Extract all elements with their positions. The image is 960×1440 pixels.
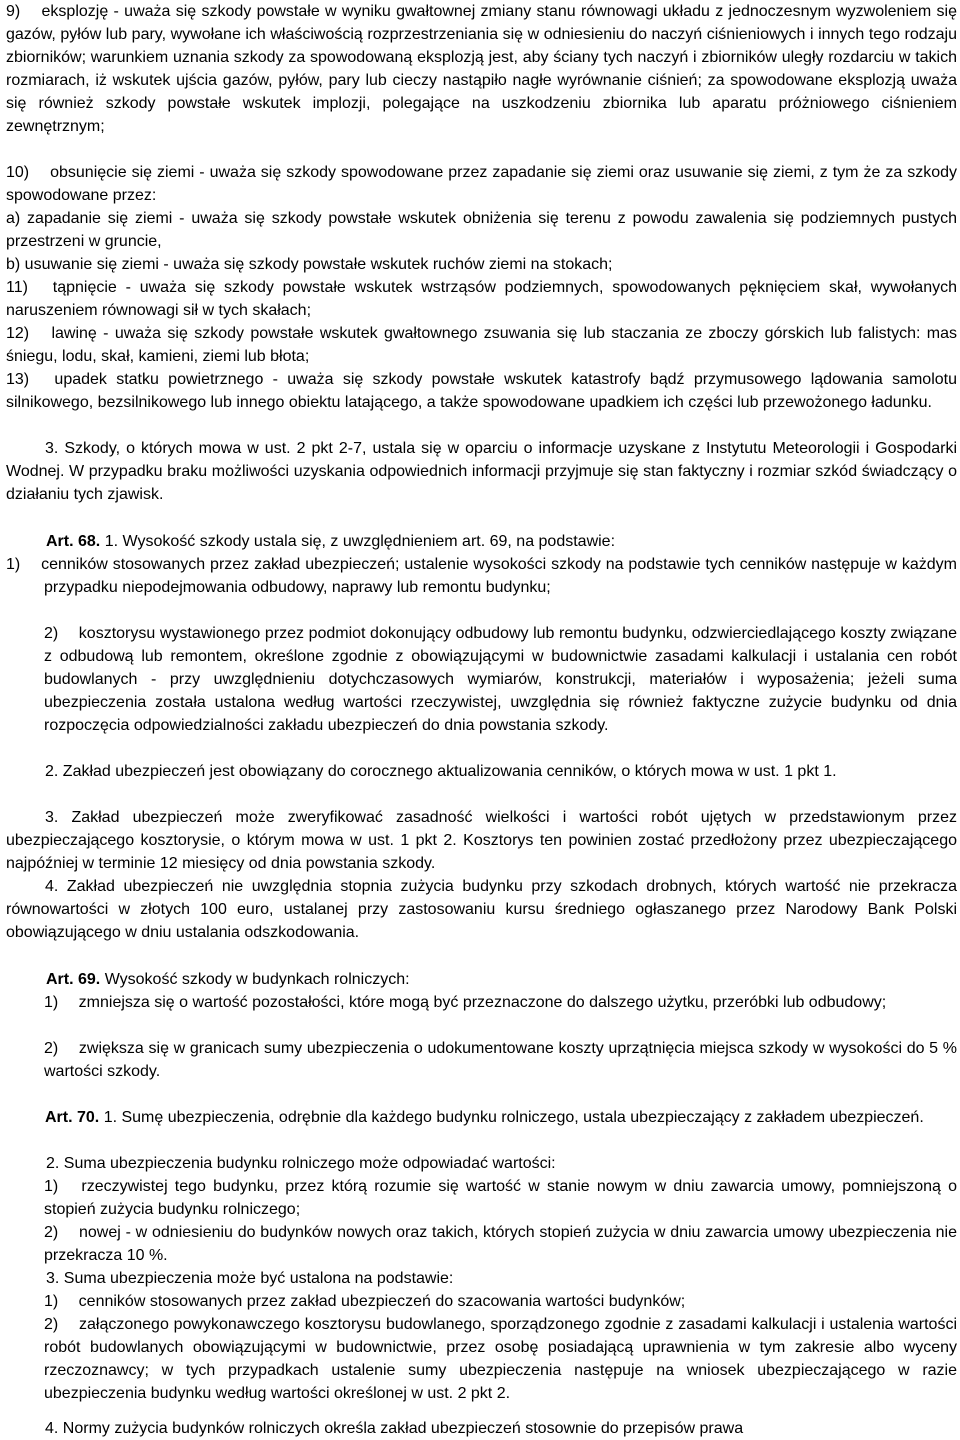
article-70-ust-3-point-2: 2) załączonego powykonawczego kosztorysu budowlanego, sporządzonego zgodnie z zasadami kalkulacji i ustalenia wartości robót budowlanych obowiązującymi w budownictwie, przez osobę posiadającą uprawnienia w tym zakresie albo wyceny rzeczoznawcy; w tych przypadkach ustalenie sumy ubezpieczenia następuje na wniosek ubezpieczającego w razie ubezpieczenia budynku według wartości określonej w ust. 2 pkt 2. [44, 1316, 957, 1402]
article-70-ust-4: 4. Normy zużycia budynków rolniczych określa zakład ubezpieczeń stosownie do przepisów prawa [45, 1420, 744, 1437]
article-70-heading [6, 1106, 957, 1129]
article-70-label: Art. 70. [45, 1109, 100, 1126]
article-70-ust-2-point-1: 1) rzeczywistej tego budynku, przez którą rozumie się wartość w stanie nowym w dniu zawarcia umowy, pomniejszoną o stopień zużycia budynku rolniczego; [44, 1178, 957, 1218]
article-68-ust-2: 2. Zakład ubezpieczeń jest obowiązany do corocznego aktualizowania cenników, o których mowa w ust. 1 pkt 1. [45, 763, 837, 780]
article-69-point-1: 1) zmniejsza się o wartość pozostałości, które mogą być przeznaczone do dalszego użytku, przeróbki lub odbudowy; [44, 994, 887, 1011]
article-69-heading [46, 968, 957, 991]
article-69-label: Art. 69. [46, 971, 101, 988]
point-10-landslide: 10) obsunięcie się ziemi - uważa się szkody spowodowane przez zapadanie się ziemi oraz usuwanie się ziemi, z tym że za szkody spowodowane przez: [6, 164, 957, 204]
point-10b-land-movement: b) usuwanie się ziemi - uważa się szkody powstałe wskutek ruchów ziemi na stokach; [6, 256, 613, 273]
article-70-ust-3: 3. Suma ubezpieczenia może być ustalona na podstawie: [46, 1270, 454, 1287]
article-68-point-2: 2) kosztorysu wystawionego przez podmiot dokonujący odbudowy lub remontu budynku, odzwierciedlającego koszty związane z odbudową lub remontem, określone zgodnie z obowiązującymi w budownictwie zasadami kalkulacji i ustalania cen robót budowlanych - przy uwzględnieniu dotychczasowych wymiarów, konstrukcji, materiałów i wyposażenia; jeżeli suma ubezpieczenia została ustalona według wartości rzeczywistej, uwzględnia się również faktyczne zużycie budynku od dnia rozpoczęcia odpowiedzialności zakładu ubezpieczeń do dnia powstania szkody. [44, 625, 957, 734]
article-70-ust-3-point-1: 1) cenników stosowanych przez zakład ubezpieczeń do szacowania wartości budynków; [44, 1293, 686, 1310]
point-9-explosion: 9) eksplozję - uważa się szkody powstałe w wyniku gwałtownej zmiany stanu równowagi układu z jednoczesnym wyzwoleniem się gazów, pyłów lub pary, wywołane ich właściwością rozprzestrzeniania się w odniesieniu do naczyń ciśnieniowych i innych tego rodzaju zbiorników; warunkiem uznania szkody za spowodowaną eksplozją jest, aby ściany tych naczyń i zbiorników uległy rozdarciu w takich rozmiarach, iż wskutek ujścia gazów, pyłów, pary lub cieczy nastąpiło nagłe wyrównanie ciśnień; za spowodowane eksplozją uważa się również szkody powstałe wskutek implozji, polegające na uszkodzeniu zbiornika lub aparatu próżniowego ciśnieniem zewnętrznym; [6, 3, 957, 135]
point-13-aircraft-crash: 13) upadek statku powietrznego - uważa się szkody powstałe wskutek katastrofy bądź przymusowego lądowania samolotu silnikowego, bezsilnikowego lub innego obiektu latającego, a także spowodowane upadkiem ich części lub przewożonego ładunku. [6, 371, 957, 411]
article-70-intro: 1. Sumę ubezpieczenia, odrębnie dla każdego budynku rolniczego, ustala ubezpieczający z zakładem ubezpieczeń. [99, 1109, 924, 1126]
point-10a-subsidence: a) zapadanie się ziemi - uważa się szkody powstałe wskutek obniżenia się terenu z powodu zawalenia się podziemnych pustych przestrzeni w gruncie, [6, 210, 957, 250]
article-68-label: Art. 68. [46, 533, 101, 550]
article-70-ust-2-point-2: 2) nowej - w odniesieniu do budynków nowych oraz takich, których stopień zużycia w dniu zawarcia umowy ubezpieczenia nie przekracza 10 %. [44, 1224, 957, 1264]
paragraph-ust-3: 3. Szkody, o których mowa w ust. 2 pkt 2-7, ustala się w oparciu o informacje uzyskane z Instytutu Meteorologii i Gospodarki Wodnej. W przypadku braku możliwości uzyskania odpowiednich informacji przyjmuje się stan faktyczny i rozmiar szkód świadczący o działaniu tych zjawisk. [6, 440, 957, 503]
article-68-point-1: 1) cenników stosowanych przez zakład ubezpieczeń; ustalenie wysokości szkody na podstawie tych cenników następuje w każdym przypadku niepodejmowania odbudowy, naprawy lub remontu budynku; [6, 556, 957, 596]
point-11-rockburst: 11) tąpnięcie - uważa się szkody powstałe wskutek wstrząsów podziemnych, spowodowanych pęknięciem skał, wywołanych naruszeniem równowagi sił w tych skałach; [6, 279, 957, 319]
article-68-ust-3: 3. Zakład ubezpieczeń może zweryfikować zasadność wielkości i wartości robót ujętych w przedstawionym przez ubezpieczającego kosztorysie, o którym mowa w ust. 1 pkt 2. Kosztorys ten powinien zostać przedłożony przez ubezpieczającego najpóźniej w terminie 12 miesięcy od dnia powstania szkody. [6, 809, 957, 872]
article-69-point-2: 2) zwiększa się w granicach sumy ubezpieczenia o udokumentowane koszty uprzątnięcia miejsca szkody w wysokości do 5 % wartości szkody. [44, 1040, 957, 1080]
article-68-heading [46, 530, 957, 553]
point-12-avalanche: 12) lawinę - uważa się szkody powstałe wskutek gwałtownego zsuwania się lub staczania ze zboczy górskich lub falistych: mas śniegu, lodu, skał, kamieni, ziemi lub błota; [6, 325, 957, 365]
article-68-intro: 1. Wysokość szkody ustala się, z uwzględnieniem art. 69, na podstawie: [100, 533, 616, 550]
article-69-intro: Wysokość szkody w budynkach rolniczych: [100, 971, 410, 988]
article-68-ust-4: 4. Zakład ubezpieczeń nie uwzględnia stopnia zużycia budynku przy szkodach drobnych, których wartość nie przekracza równowartości w złotych 100 euro, ustalanej przy zastosowaniu kursu średniego ogłaszanego przez Narodowy Bank Polski obowiązującego w dniu ustalania odszkodowania. [6, 878, 957, 941]
article-70-ust-2: 2. Suma ubezpieczenia budynku rolniczego może odpowiadać wartości: [46, 1155, 556, 1172]
